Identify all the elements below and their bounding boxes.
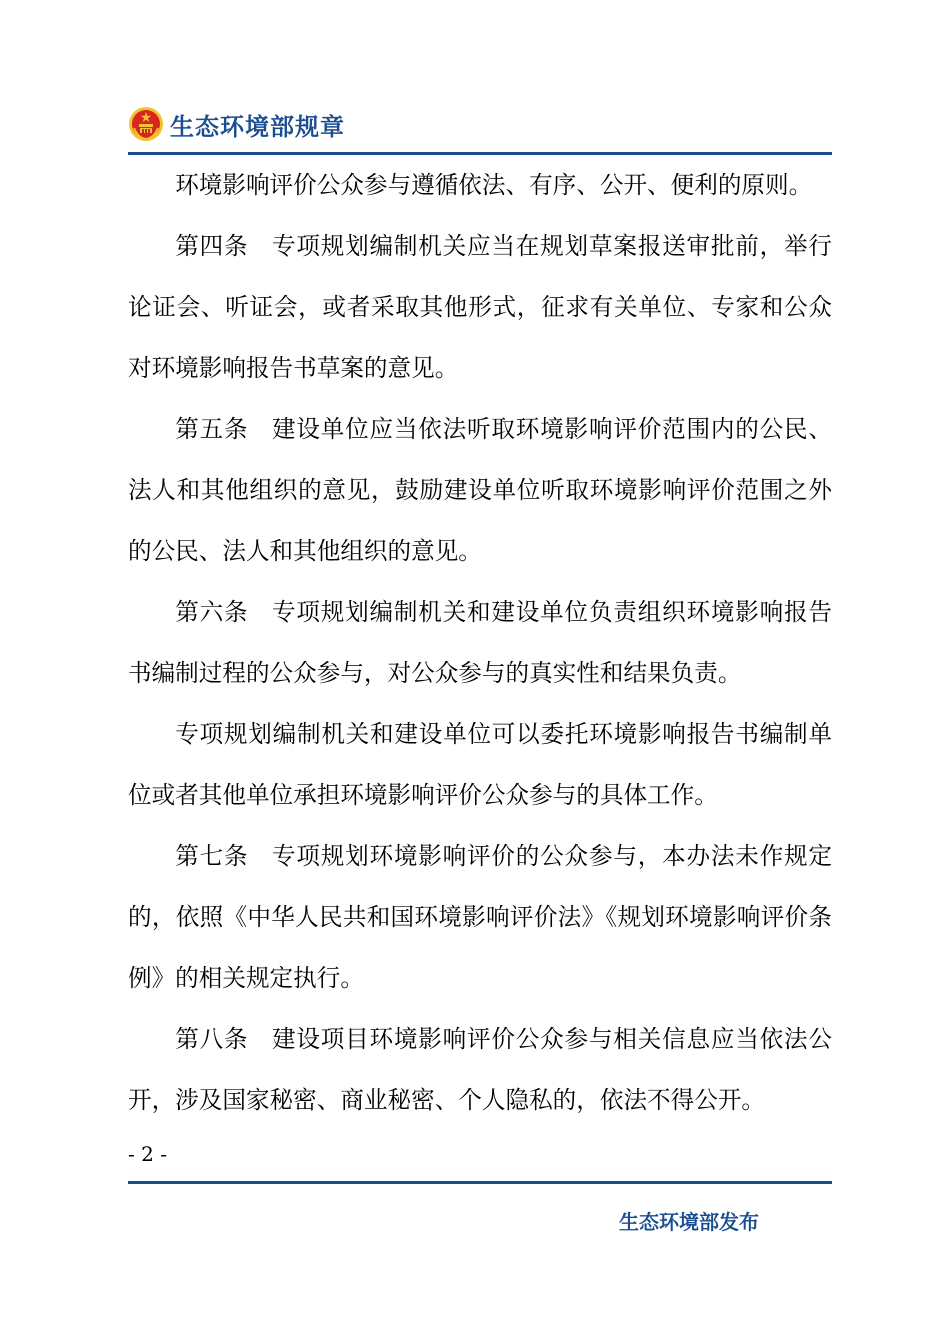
article-number: 第六条 [175,598,249,626]
article-paragraph [128,399,832,582]
article-paragraph [128,826,832,1009]
header-title: 生态环境部规章 [170,112,345,141]
article-paragraph [128,1009,832,1131]
paragraph-text: 专项规划环境影响评价的公众参与，本办法未作规定的，依照《中华人民共和国环境影响评价法》《规划环境影响评价条例》的相关规定执行。 [128,842,832,992]
document-body [128,155,832,1131]
footer-publisher: 生态环境部发布 [619,1210,759,1234]
paragraph-text: 专项规划编制机关和建设单位可以委托环境影响报告书编制单位或者其他单位承担环境影响评价公众参与的具体工作。 [128,720,832,809]
paragraph [128,704,832,826]
paragraph-text: 建设单位应当依法听取环境影响评价范围内的公民、法人和其他组织的意见，鼓励建设单位听取环境影响评价范围之外的公民、法人和其他组织的意见。 [128,415,832,565]
paragraph [128,155,832,216]
article-number: 第七条 [175,842,249,870]
article-number: 第八条 [175,1025,249,1053]
article-paragraph [128,582,832,704]
national-emblem-icon [128,106,164,142]
paragraph-text: 建设项目环境影响评价公众参与相关信息应当依法公开，涉及国家秘密、商业秘密、个人隐私的，依法不得公开。 [128,1025,832,1114]
article-number: 第四条 [175,232,249,260]
footer-divider [128,1181,832,1184]
paragraph-text: 专项规划编制机关和建设单位负责组织环境影响报告书编制过程的公众参与，对公众参与的真实性和结果负责。 [128,598,832,687]
article-paragraph [128,216,832,399]
paragraph-text: 环境影响评价公众参与遵循依法、有序、公开、便利的原则。 [175,171,813,199]
article-number: 第五条 [175,415,249,443]
page-number: - 2 - [128,1142,167,1166]
page-header [128,100,345,148]
paragraph-text: 专项规划编制机关应当在规划草案报送审批前，举行论证会、听证会，或者采取其他形式，征求有关单位、专家和公众对环境影响报告书草案的意见。 [128,232,832,382]
